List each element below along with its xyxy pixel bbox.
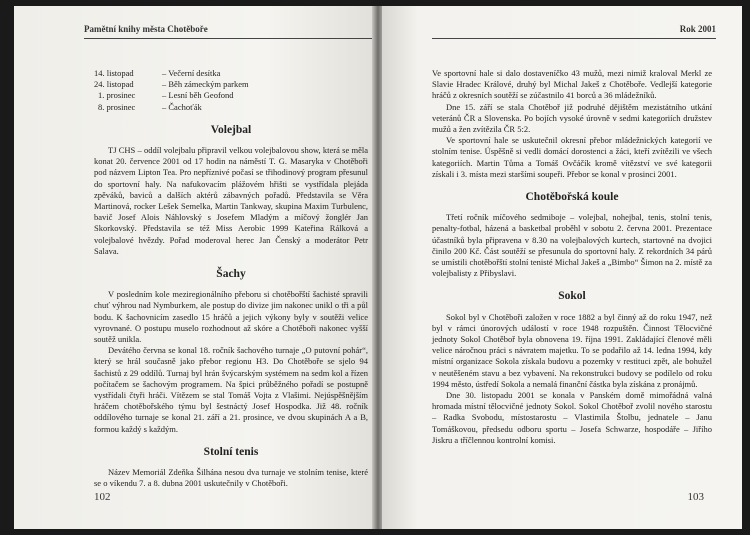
event-item: 8. prosinec – Čachoťák	[98, 101, 202, 112]
right-page-number: 103	[687, 491, 704, 503]
paragraph: Třetí ročník míčového sedmiboje – volejbal, nohejbal, tenis, stolní tenis, penalty-fotbal, házená a basketbal proběhl v sobotu 2. června 2001. Prezentace účastníků byla připravena v 8.30 na volejbalových kurtech, startovné na dvojici činilo 200 Kč. Část soutěží se přesunula do sportovní haly. Z rekordních 34 párů se umístili chotěbořští stolní tenisté Michal Jakeš a „Bimbo“ Šimon na 2. místě za volejbalisty z Přibyslavi.	[432, 212, 712, 279]
section-title-sachy: Šachy	[216, 268, 246, 281]
paragraph: Dne 15. září se stala Chotěboř již podruhé dějištěm mezistátního utkání veteránů ČR a Slovenska. Po bojích vysoké úrovně v sedmi kategoriích družstev mužů a žen zvítězila ČR 5:2.	[432, 101, 712, 135]
paragraph: Název Memoriál Zdeňka Šilhána nesou dva turnaje ve stolním tenise, které se o víkendu 7. a 8. dubna 2001 uskutečnily v Chotěboři.	[94, 467, 368, 489]
right-page	[382, 6, 742, 529]
paragraph: Sokol byl v Chotěboři založen v roce 1882 a byl činný až do roku 1947, než byl v rámci únorových událostí v roce 1948 rozpuštěn. Činnost Tělocvičné jednoty Sokol Chotěboř byla obnovena 19. října 1991. Zakládající členové měli velice náročnou práci s návratem majetku. To se podařilo až 14. ledna 1994, kdy místní organizace Sokola získala budovu a pozemky v restituci zpět, ale bohužel v neutěšeném stavu a bez vybavení. Na rekonstrukci budovy se podílelo od roku 1994 město, ústředí Sokola a nemalá finanční částka byla získána z pronájmů.	[432, 311, 712, 389]
section-title-sokol: Sokol	[558, 290, 586, 303]
right-header-rule	[432, 38, 716, 39]
paragraph: V posledním kole meziregionálního přeboru si chotěbořští šachisté spravili chuť výhrou nad Nymburkem, ale postup do divize jim nakonec unikl o tři a půl bodu. K šachovnicím zasedlo 15 hráčů a jejich výkony byly v soutěži velice vyrovnané. O postupu muselo rozhodnout až skóre a Chotěboři nakonec vyšší soutěž unikla.	[94, 289, 368, 345]
right-running-header: Rok 2001	[679, 24, 716, 34]
left-header-rule	[84, 38, 372, 39]
event-item: 1. prosinec – Lesní běh Geofond	[98, 90, 234, 101]
event-item: 24. listopad – Běh zámeckým parkem	[94, 79, 249, 90]
left-running-header: Pamětní knihy města Chotěboře	[84, 24, 208, 34]
section-title-volejbal: Volejbal	[210, 123, 252, 136]
right-text-column	[432, 68, 712, 446]
event-list	[94, 68, 368, 113]
left-text-column	[94, 68, 368, 490]
paragraph: Ve sportovní hale se uskutečnil okresní přebor mládežnických kategorií ve stolním tenise. Úspěšně si vedli domácí dorostenci a žáci, kteří zvítězili ve všech kategoriích. Martin Tůma a Tomáš Ovčáčík kromě vítězství ve své kategorii získali i 3. místa mezi staršími soupeři. Přebor se konal v prosinci 2001.	[432, 135, 712, 179]
event-item: 14. listopad – Večerní desítka	[94, 68, 221, 78]
section-title-choteborska-koule: Chotěbořská koule	[525, 191, 619, 204]
section-title-stolni-tenis: Stolní tenis	[203, 445, 259, 458]
paragraph: Devátého června se konal 18. ročník šachového turnaje „O putovní pohár“, který se hrál současně jako přebor regionu H3. Do Chotěboře se sjelo 94 šachistů z 29 oddílů. Turnaj byl hrán švýcarským systémem na sedm kol a řízen počítačem se šachovým programem. Na špici průběžného pořadí se postupně vystřídali čtyři hráči. Vítězem se stal Tomáš Vojta z Vlašimi. Nejúspěšnějším hráčem chotěbořského týmu byl šestnáctý Josef Hospodka. Již 48. ročník oddílového turnaje se konal 21. září a 21. prosince, ve dvou skupinách A a B, formou každý s každým.	[94, 345, 368, 434]
left-page	[14, 6, 374, 529]
paragraph: Dne 30. listopadu 2001 se konala v Panském domě mimořádná valná hromada místní tělocvičné jednoty Sokol. Sokol Chotěboř zvolil nového starostu – Radka Svobodu, místostarostu – Vlastimila Štolbu, jednatele – Janu Tomáškovou, předsedu odboru sportu – Josefa Schwarze, hospodáře – Jiřího Jiskru a tříčlennou kontrolní komisi.	[432, 390, 712, 445]
left-page-number: 102	[94, 491, 111, 503]
paragraph: TJ CHS – oddíl volejbalu připravil velkou volejbalovou show, která se měla konat 20. července 2001 od 17 hodin na náměstí T. G. Masaryka v Chotěboři pod názvem Lipton Tea. Pro nepříznivé počasí se třihodinový program přesunul do sportovní haly. Na nafukovacím plážovém hřišti se vystřídala plejáda zpěváků, baviců a dalších aktérů zábavných pořadů. Představila se Věra Martinová, rocker Lešek Semelka, Martin Tankway, skupina Maxim Turbulenc, bavič Josef Alois Náhlovský s Josefem Mladým a míčový žonglér Jan Skorkovský. Představila se též Miss Aerobic 1999 Kateřina Rálková a volejbalové hvězdy. Pořad moderoval herec Jan Čenský a moderátor Petr Salava.	[94, 145, 368, 256]
paragraph: Ve sportovní hale si dalo dostaveníčko 43 mužů, mezi nimiž kraloval Merkl ze Slavie Hradec Králové, druhý byl Michal Jakeš z Chotěboře. Vedlejší kategorie hráčů z okresních soutěží se zúčastnilo 41 borců a 36 mládežníků.	[432, 68, 712, 101]
